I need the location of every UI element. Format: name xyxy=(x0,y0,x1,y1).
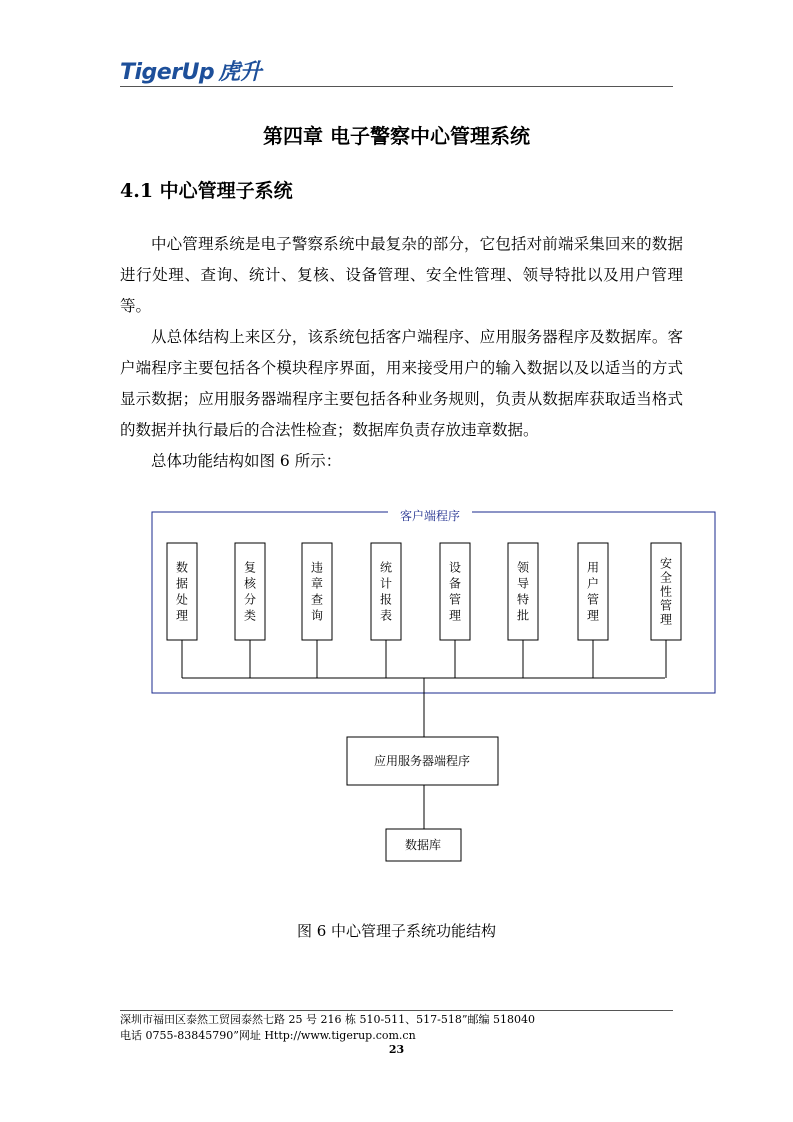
module-1-char-2: 据 xyxy=(175,576,189,591)
module-8-char-4: 管 xyxy=(659,598,673,613)
module-box-1 xyxy=(167,543,197,678)
module-1-char-1: 数 xyxy=(175,560,189,575)
module-8-char-3: 性 xyxy=(659,584,673,599)
footer-contact: 电话 0755-83845790”网址 Http://www.tigerup.com.cn xyxy=(120,1029,416,1042)
module-6-char-1: 领 xyxy=(516,560,530,575)
module-4-char-3: 报 xyxy=(379,592,393,607)
module-6-char-3: 特 xyxy=(516,592,530,607)
paragraph-2: 从总体结构上来区分，该系统包括客户端程序、应用服务器程序及数据库。客户端程序主要包括各个模块程序界面，用来接受用户的输入数据以及以适当的方式显示数据；应用服务器端程序主要包括各种业务规则，负责从数据库获取适当格式的数据并执行最后的合法性检查；数据库负责存放违章数据。 xyxy=(120,328,683,439)
module-3-char-2: 章 xyxy=(310,576,324,591)
module-2-char-3: 分 xyxy=(243,592,257,607)
module-4-char-4: 表 xyxy=(379,608,393,623)
module-2-char-2: 核 xyxy=(243,576,257,591)
footer-address: 深圳市福田区泰然工贸园泰然七路 25 号 216 栋 510-511、517-518”邮编 518040 xyxy=(120,1013,536,1026)
module-6-char-2: 导 xyxy=(516,576,530,591)
module-7-char-3: 管 xyxy=(586,592,600,607)
module-6-char-4: 批 xyxy=(516,608,530,623)
module-3-char-3: 查 xyxy=(310,592,324,607)
footer xyxy=(120,1012,535,1044)
module-box-6 xyxy=(508,543,538,678)
module-3-char-1: 违 xyxy=(310,560,324,575)
module-8-char-5: 理 xyxy=(659,612,673,627)
database-label: 数据库 xyxy=(404,838,442,852)
module-group xyxy=(167,543,681,678)
module-box-3 xyxy=(302,543,332,678)
client-program-label: 客户端程序 xyxy=(399,509,461,523)
module-7-char-1: 用 xyxy=(586,560,600,575)
module-5-char-3: 管 xyxy=(448,592,462,607)
module-4-char-1: 统 xyxy=(379,560,393,575)
chapter-title: 第四章 电子警察中心管理系统 xyxy=(263,124,530,148)
module-2-char-4: 类 xyxy=(243,608,257,623)
page-number: 23 xyxy=(388,1043,405,1056)
logo-en: TigerUp xyxy=(120,60,215,85)
client-program-box xyxy=(152,512,715,693)
footer-divider xyxy=(120,1010,673,1011)
module-7-char-2: 户 xyxy=(586,576,600,591)
module-3-char-4: 询 xyxy=(310,608,324,623)
module-box-7 xyxy=(578,543,608,678)
module-8-char-1: 安 xyxy=(659,556,673,571)
module-4-char-2: 计 xyxy=(379,576,393,591)
module-5-char-2: 备 xyxy=(448,576,462,591)
module-2-char-1: 复 xyxy=(243,560,257,575)
logo-cn: 虎升 xyxy=(218,60,262,85)
module-box-8 xyxy=(651,543,681,678)
module-8-char-2: 全 xyxy=(659,570,673,585)
module-5-char-1: 设 xyxy=(448,560,462,575)
paragraph-3: 总体功能结构如图 6 所示： xyxy=(151,452,342,470)
section-title: 4.1 中心管理子系统 xyxy=(120,180,293,202)
module-box-5 xyxy=(440,543,470,678)
figure-caption: 图 6 中心管理子系统功能结构 xyxy=(296,922,497,940)
module-box-4 xyxy=(371,543,401,678)
module-box-2 xyxy=(235,543,265,678)
module-7-char-4: 理 xyxy=(586,608,600,623)
module-1-char-4: 理 xyxy=(175,608,189,623)
app-server-label: 应用服务器端程序 xyxy=(373,754,471,768)
module-1-char-3: 处 xyxy=(175,592,189,607)
module-5-char-4: 理 xyxy=(448,608,462,623)
paragraph-1: 中心管理系统是电子警察系统中最复杂的部分，它包括对前端采集回来的数据进行处理、查询、统计、复核、设备管理、安全性管理、领导特批以及用户管理等。 xyxy=(120,235,683,315)
